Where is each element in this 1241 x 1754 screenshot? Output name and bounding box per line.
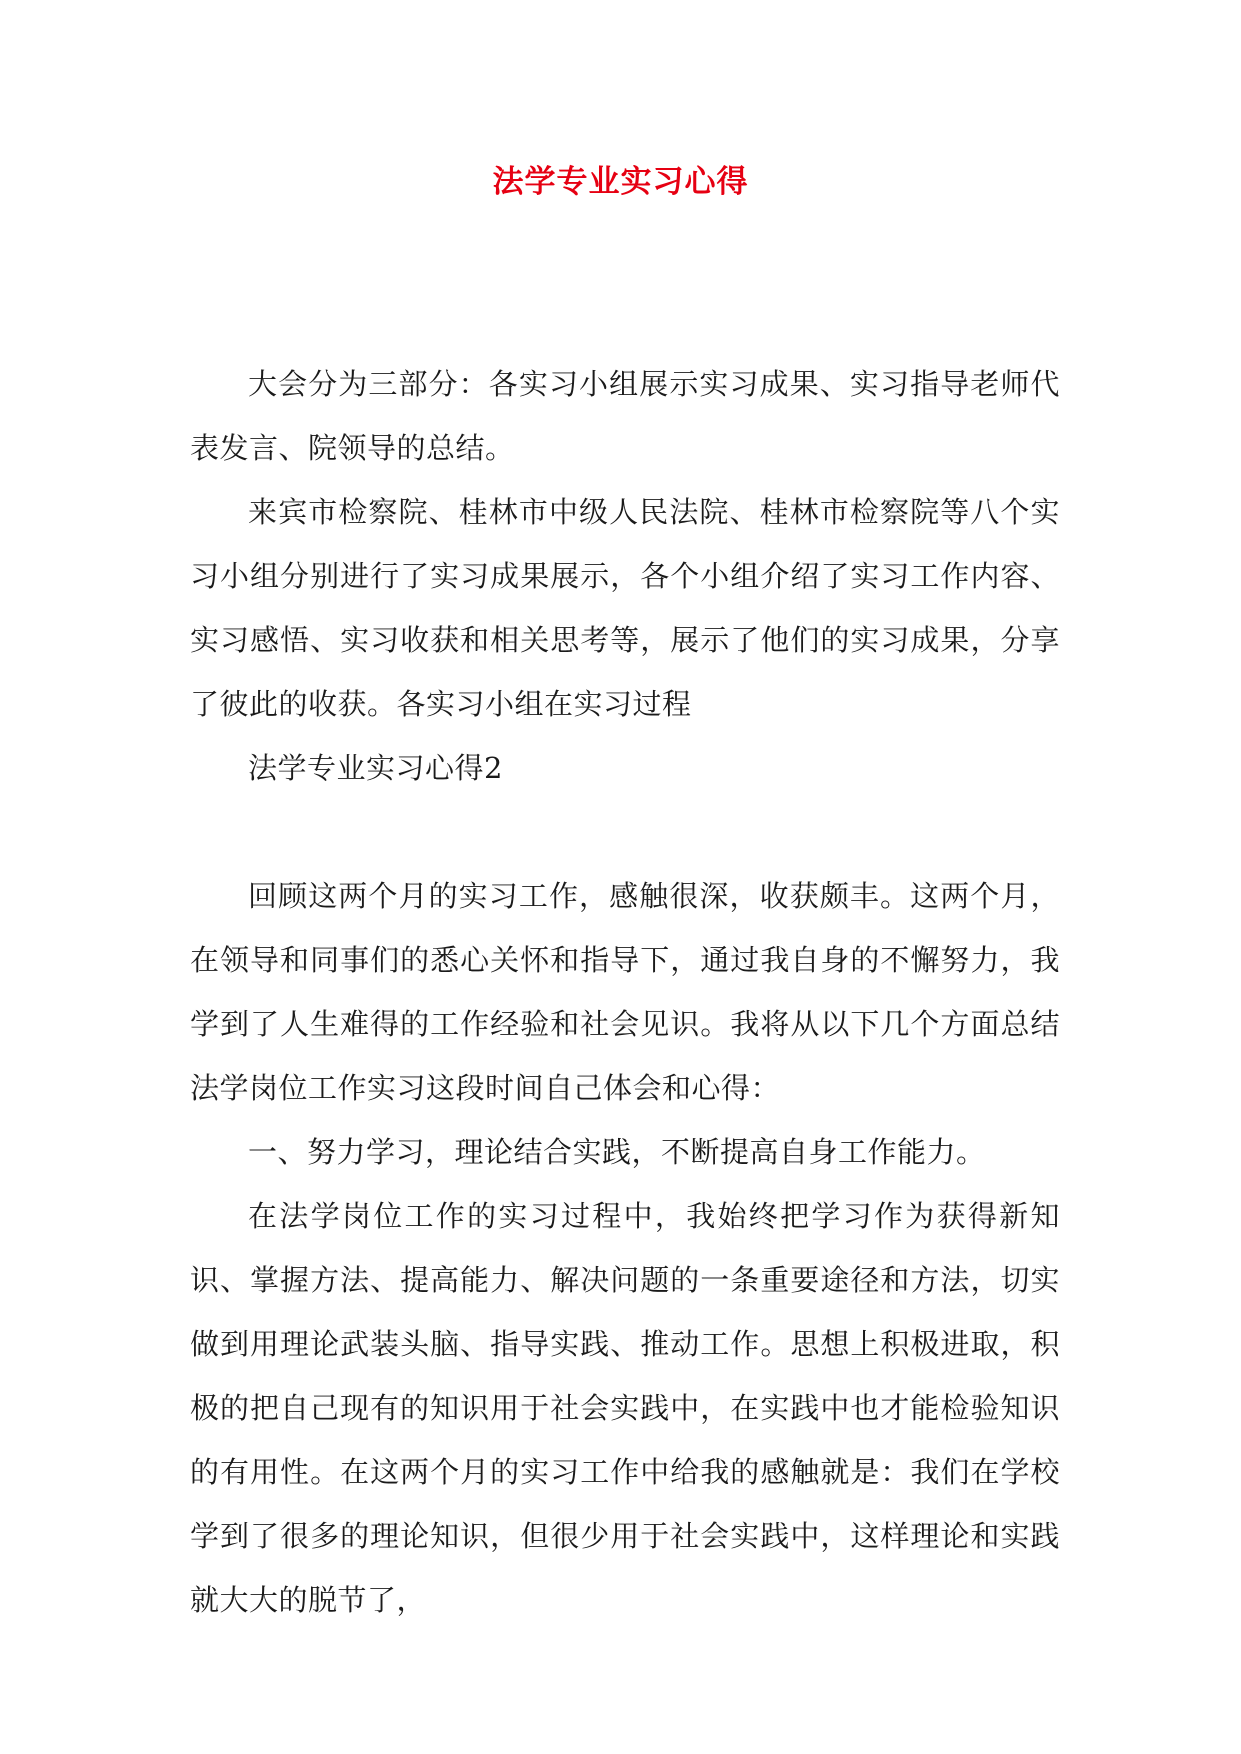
paragraph-point-one: 一、努力学习，理论结合实践，不断提高自身工作能力。 [248,1135,986,1169]
section-heading-2: 法学专业实习心得2 [248,751,503,785]
paragraph-review: 回顾这两个月的实习工作，感触很深，收获颇丰。这两个月，在领导和同事们的悉心关怀和指导下，通过我自身的不懈努力，我学到了人生难得的工作经验和社会见识。我将从以下几个方面总结法学岗位工作实习这段时间自己体会和心得： [190,879,1060,1105]
document-title: 法学专业实习心得 [492,164,749,200]
section-spacer [190,800,1060,864]
document-body [190,352,1060,1632]
paragraph-learning: 在法学岗位工作的实习过程中，我始终把学习作为获得新知识、掌握方法、提高能力、解决问题的一条重要途径和方法，切实做到用理论武装头脑、指导实践、推动工作。思想上积极进取，积极的把自己现有的知识用于社会实践中，在实践中也才能检验知识的有用性。在这两个月的实习工作中给我的感触就是：我们在学校学到了很多的理论知识，但很少用于社会实践中，这样理论和实践就大大的脱节了， [190,1199,1060,1617]
paragraph-meeting-structure: 大会分为三部分：各实习小组展示实习成果、实习指导老师代表发言、院领导的总结。 [190,367,1060,465]
paragraph-group-presentations: 来宾市检察院、桂林市中级人民法院、桂林市检察院等八个实习小组分别进行了实习成果展示，各个小组介绍了实习工作内容、实习感悟、实习收获和相关思考等，展示了他们的实习成果，分享了彼此的收获。各实习小组在实习过程 [190,495,1060,721]
